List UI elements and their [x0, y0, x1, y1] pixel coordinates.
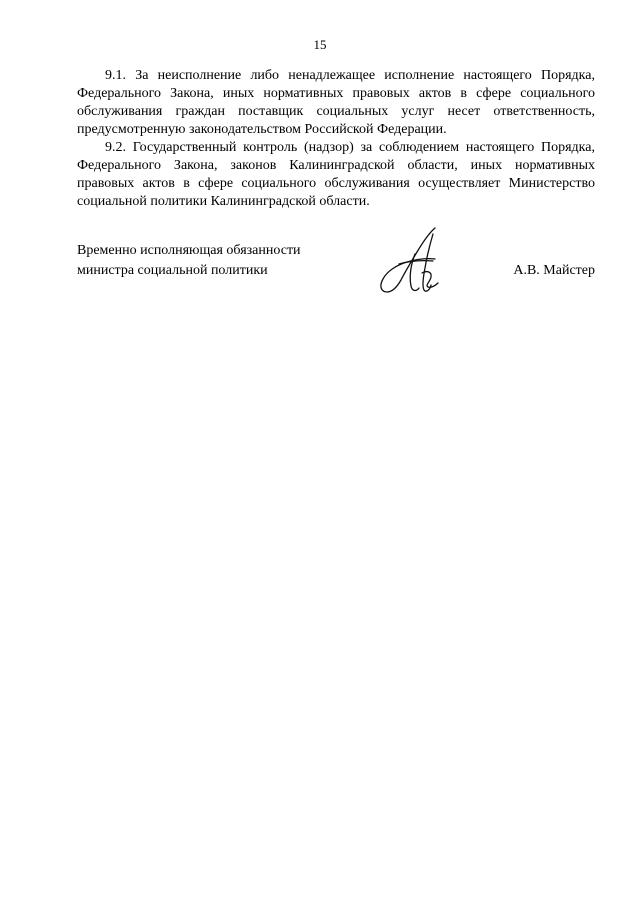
signatory-name: А.В. Майстер [513, 263, 595, 278]
document-body [77, 67, 595, 211]
handwritten-signature-icon [375, 224, 453, 298]
signature-block [77, 241, 595, 301]
signatory-position-line-1: Временно исполняющая обязанности [77, 243, 301, 258]
page-number: 15 [313, 37, 327, 52]
paragraph-9-2: 9.2. Государственный контроль (надзор) за соблюдением настоящего Порядка, Федерального Закона, законов Калининградской области, иных нормативных правовых актов в сфере социального обслуживания осуществляет Министерство социальной политики Калининградской области. [77, 140, 595, 209]
paragraph-9-1: 9.1. За неисполнение либо ненадлежащее исполнение настоящего Порядка, Федерального Закона, иных нормативных правовых актов в сфере социального обслуживания граждан поставщик социальных услуг несет ответственность, предусмотренную законодательством Российской Федерации. [77, 68, 595, 137]
signatory-position [77, 241, 301, 281]
signatory-position-line-2: министра социальной политики [77, 263, 268, 278]
